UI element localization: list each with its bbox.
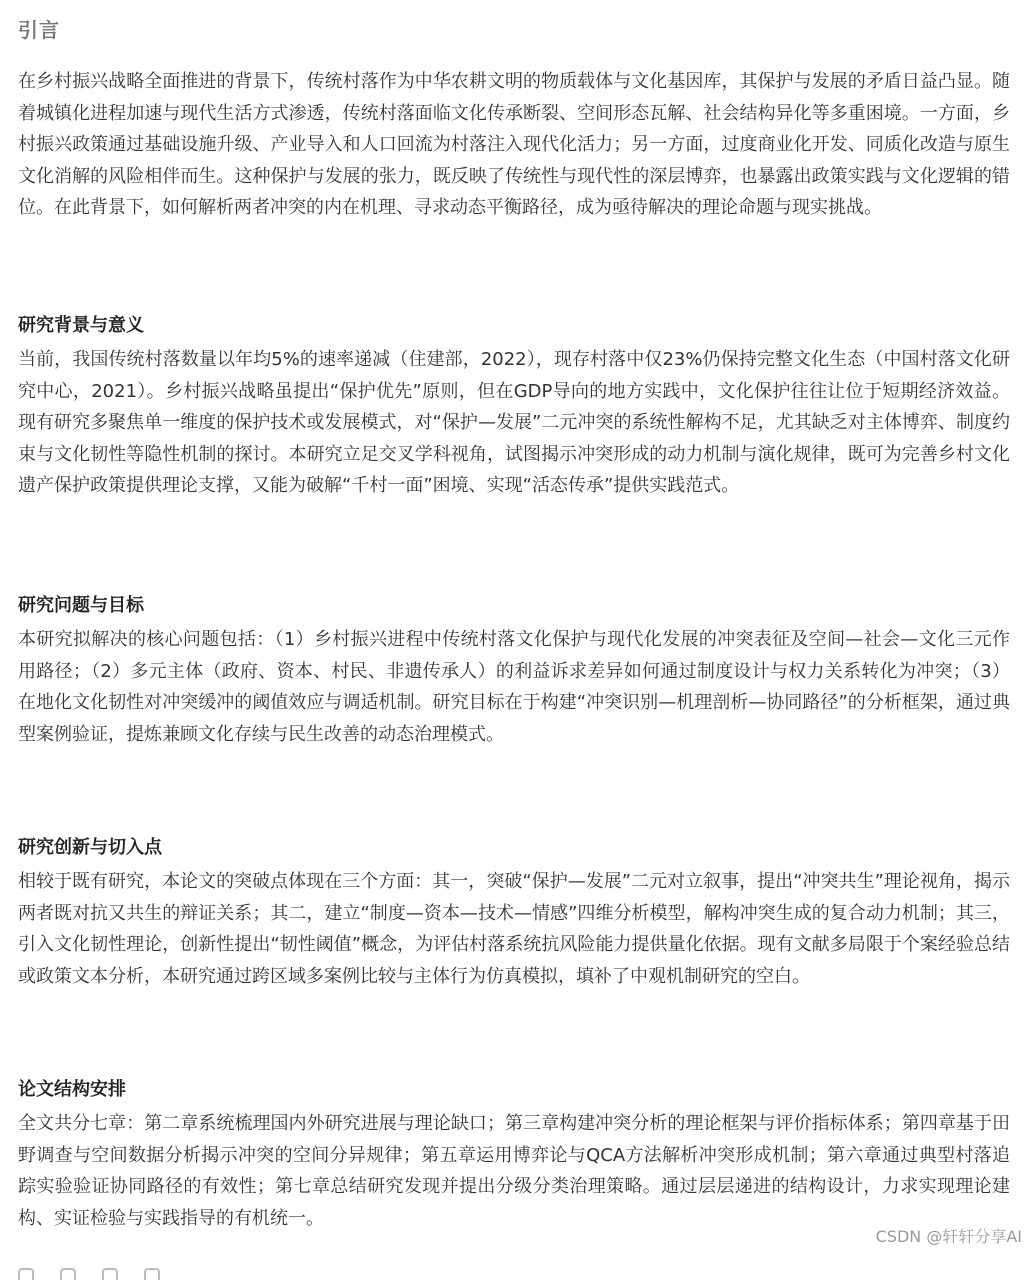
section-heading-background: 研究背景与意义 [18,315,144,336]
section-heading-questions: 研究问题与目标 [18,595,144,616]
section-body-innovation: 相较于既有研究，本论文的突破点体现在三个方面：其一，突破“保护—发展”二元对立叙事，提出“冲突共生”理论视角，揭示两者既对抗又共生的辩证关系；其二，建立“制度—资本—技术—情感”四维分析模型，解构冲突生成的复合动力机制；其三，引入文化韧性理论，创新性提出“韧性阈值”概念，为评估村落系统抗风险能力提供量化依据。现有文献多局限于个案经验总结或政策文本分析，本研究通过跨区域多案例比较与主体行为仿真模拟，填补了中观机制研究的空白。 [18,871,1010,987]
copy-icon[interactable] [18,1268,34,1280]
refresh-icon[interactable] [60,1268,76,1280]
section-heading-innovation: 研究创新与切入点 [18,837,162,858]
section-body-questions: 本研究拟解决的核心问题包括：（1）乡村振兴进程中传统村落文化保护与现代化发展的冲突表征及空间—社会—文化三元作用路径；（2）多元主体（政府、资本、村民、非遗传承人）的利益诉求差异如何通过制度设计与权力关系转化为冲突；（3）在地化文化韧性对冲突缓冲的阈值效应与调适机制。研究目标在于构建“冲突识别—机理剖析—协同路径”的分析框架，通过典型案例验证，提炼兼顾文化存续与民生改善的动态治理模式。 [18,629,1010,745]
section-body-background: 当前，我国传统村落数量以年均5%的速率递减（住建部，2022），现存村落中仅23%仍保持完整文化生态（中国村落文化研究中心，2021）。乡村振兴战略虽提出“保护优先”原则，但在GDP导向的地方实践中，文化保护往往让位于短期经济效益。现有研究多聚焦单一维度的保护技术或发展模式，对“保护—发展”二元冲突的系统性解构不足，尤其缺乏对主体博弈、制度约束与文化韧性等隐性机制的探讨。本研究立足交叉学科视角，试图揭示冲突形成的动力机制与演化规律，既可为完善乡村文化遗产保护政策提供理论支撑，又能为破解“千村一面”困境、实现“活态传承”提供实践范式。 [18,349,1010,496]
share-icon[interactable] [144,1268,160,1280]
csdn-watermark: CSDN @轩轩分享AI [875,1227,1022,1246]
thumbs-up-icon[interactable] [102,1268,118,1280]
bottom-toolbar [18,1268,160,1280]
intro-paragraph: 在乡村振兴战略全面推进的背景下，传统村落作为中华农耕文明的物质载体与文化基因库，其保护与发展的矛盾日益凸显。随着城镇化进程加速与现代生活方式渗透，传统村落面临文化传承断裂、空间形态瓦解、社会结构异化等多重困境。一方面，乡村振兴政策通过基础设施升级、产业导入和人口回流为村落注入现代化活力；另一方面，过度商业化开发、同质化改造与原生文化消解的风险相伴而生。这种保护与发展的张力，既反映了传统性与现代性的深层博弈，也暴露出政策实践与文化逻辑的错位。在此背景下，如何解析两者冲突的内在机理、寻求动态平衡路径，成为亟待解决的理论命题与现实挑战。 [18,71,1010,218]
page-title: 引言 [18,18,60,42]
section-heading-structure: 论文结构安排 [18,1079,126,1100]
section-body-structure: 全文共分七章：第二章系统梳理国内外研究进展与理论缺口；第三章构建冲突分析的理论框架与评价指标体系；第四章基于田野调查与空间数据分析揭示冲突的空间分异规律；第五章运用博弈论与QCA方法解析冲突形成机制；第六章通过典型村落追踪实验验证协同路径的有效性；第七章总结研究发现并提出分级分类治理策略。通过层层递进的结构设计，力求实现理论建构、实证检验与实践指导的有机统一。 [18,1113,1010,1229]
